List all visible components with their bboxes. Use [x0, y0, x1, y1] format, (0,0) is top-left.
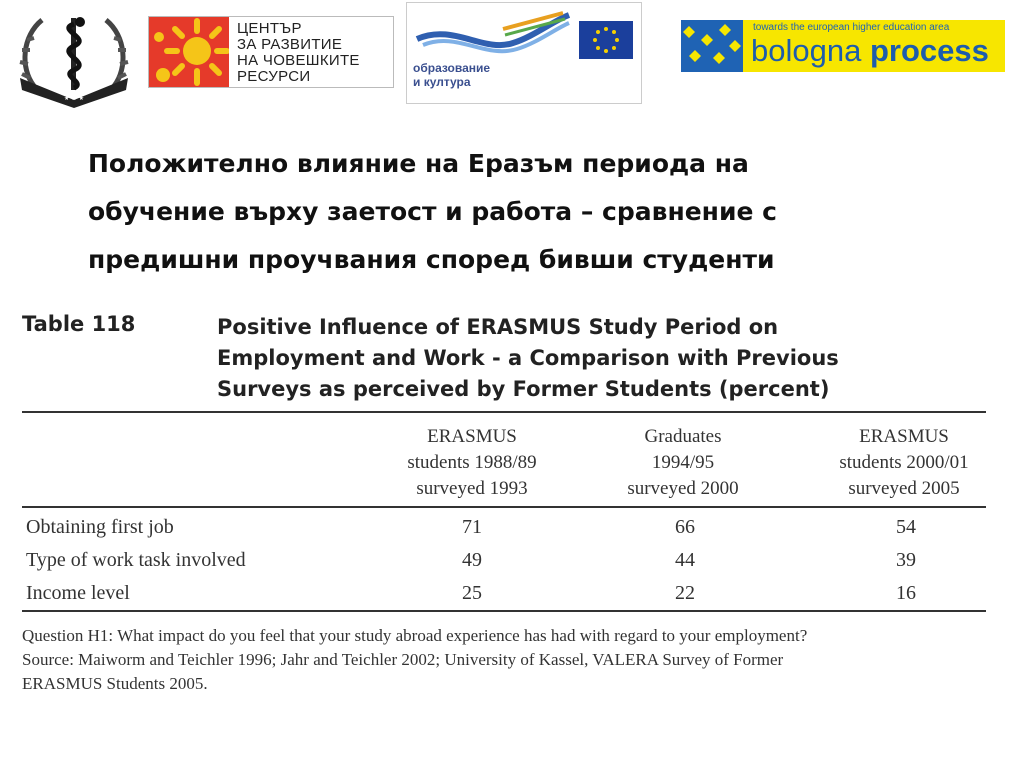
column-header-erasmus-2000	[794, 424, 1014, 502]
table-note-source: Source: Maiworm and Teichler 1996; Jahr and Teichler 2002; University of Kassel, VALERA Survey of Former	[22, 650, 784, 669]
sun-icon	[149, 17, 229, 88]
table-cell: 39	[896, 549, 916, 571]
table-row	[22, 544, 986, 576]
ec-line-2: и култура	[413, 75, 471, 89]
row-label: Type of work task involved	[26, 549, 246, 571]
bologna-brand-bold: process	[869, 33, 989, 68]
table-bottom-rule	[22, 610, 986, 612]
bologna-tagline: towards the european higher education area	[753, 22, 950, 33]
column-header-line: surveyed 2000	[627, 478, 739, 499]
slide-title	[88, 140, 948, 284]
eu-flag-icon	[579, 21, 633, 59]
bologna-brand-regular: bologna	[751, 33, 870, 68]
table-note-question: Question H1: What impact do you feel that your study abroad experience has had with regard to your employment?	[22, 626, 808, 645]
slide-title-line-2: обучение върху заетост и работа – сравнение с	[88, 197, 777, 226]
table-notes	[22, 624, 992, 696]
table-cell: 16	[896, 582, 916, 604]
table-cell: 44	[675, 549, 695, 571]
university-logo	[16, 8, 132, 110]
table-cell: 66	[675, 516, 695, 538]
column-header-erasmus-1988	[362, 424, 582, 502]
table-row	[22, 577, 986, 609]
column-header-line: surveyed 2005	[848, 478, 960, 499]
bologna-process-logo	[681, 20, 1005, 72]
university-seal-icon	[16, 8, 132, 110]
slide-title-line-1: Положително влияние на Еразъм периода на	[88, 149, 749, 178]
hrd-center-logo	[148, 16, 394, 88]
table-cell: 54	[896, 516, 916, 538]
table-cell: 71	[462, 516, 482, 538]
swoosh-icon	[413, 9, 573, 61]
table-header-rule	[22, 506, 986, 508]
column-header-line: students 1988/89	[407, 452, 537, 473]
slide-title-line-3: предишни проучвания според бивши студенти	[88, 245, 775, 274]
svg-text:★ ★ ★: ★ ★ ★	[64, 95, 84, 102]
hrd-line-3: НА ЧОВЕШКИТЕ	[237, 52, 360, 69]
column-header-line: Graduates	[644, 426, 722, 447]
table-caption-line-1: Positive Influence of ERASMUS Study Period on	[217, 315, 779, 339]
table-caption-line-2: Employment and Work - a Comparison with Previous	[217, 346, 839, 370]
column-header-line: students 2000/01	[839, 452, 969, 473]
ec-line-1: образование	[413, 61, 491, 75]
column-header-line: surveyed 1993	[416, 478, 528, 499]
hrd-line-1: ЦЕНТЪР	[237, 20, 302, 37]
table-row	[22, 511, 986, 543]
table-cell: 25	[462, 582, 482, 604]
table-cell: 22	[675, 582, 695, 604]
table-top-rule	[22, 411, 986, 413]
table-caption-line-3: Surveys as perceived by Former Students (percent)	[217, 377, 830, 401]
row-label: Income level	[26, 582, 130, 604]
hrd-line-4: РЕСУРСИ	[237, 68, 311, 85]
table-cell: 49	[462, 549, 482, 571]
table-note-source-cont: ERASMUS Students 2005.	[22, 674, 208, 693]
hrd-line-2: ЗА РАЗВИТИЕ	[237, 36, 343, 53]
table-number: Table 118	[22, 312, 136, 336]
bologna-brand	[751, 33, 989, 69]
column-header-line: ERASMUS	[859, 426, 949, 447]
star-pattern-icon	[681, 20, 743, 72]
column-header-line: 1994/95	[651, 452, 715, 473]
column-header-graduates-1994	[573, 424, 793, 502]
row-label: Obtaining first job	[26, 516, 174, 538]
education-culture-logo	[406, 2, 642, 104]
table-caption	[217, 312, 977, 405]
column-header-line: ERASMUS	[427, 426, 517, 447]
